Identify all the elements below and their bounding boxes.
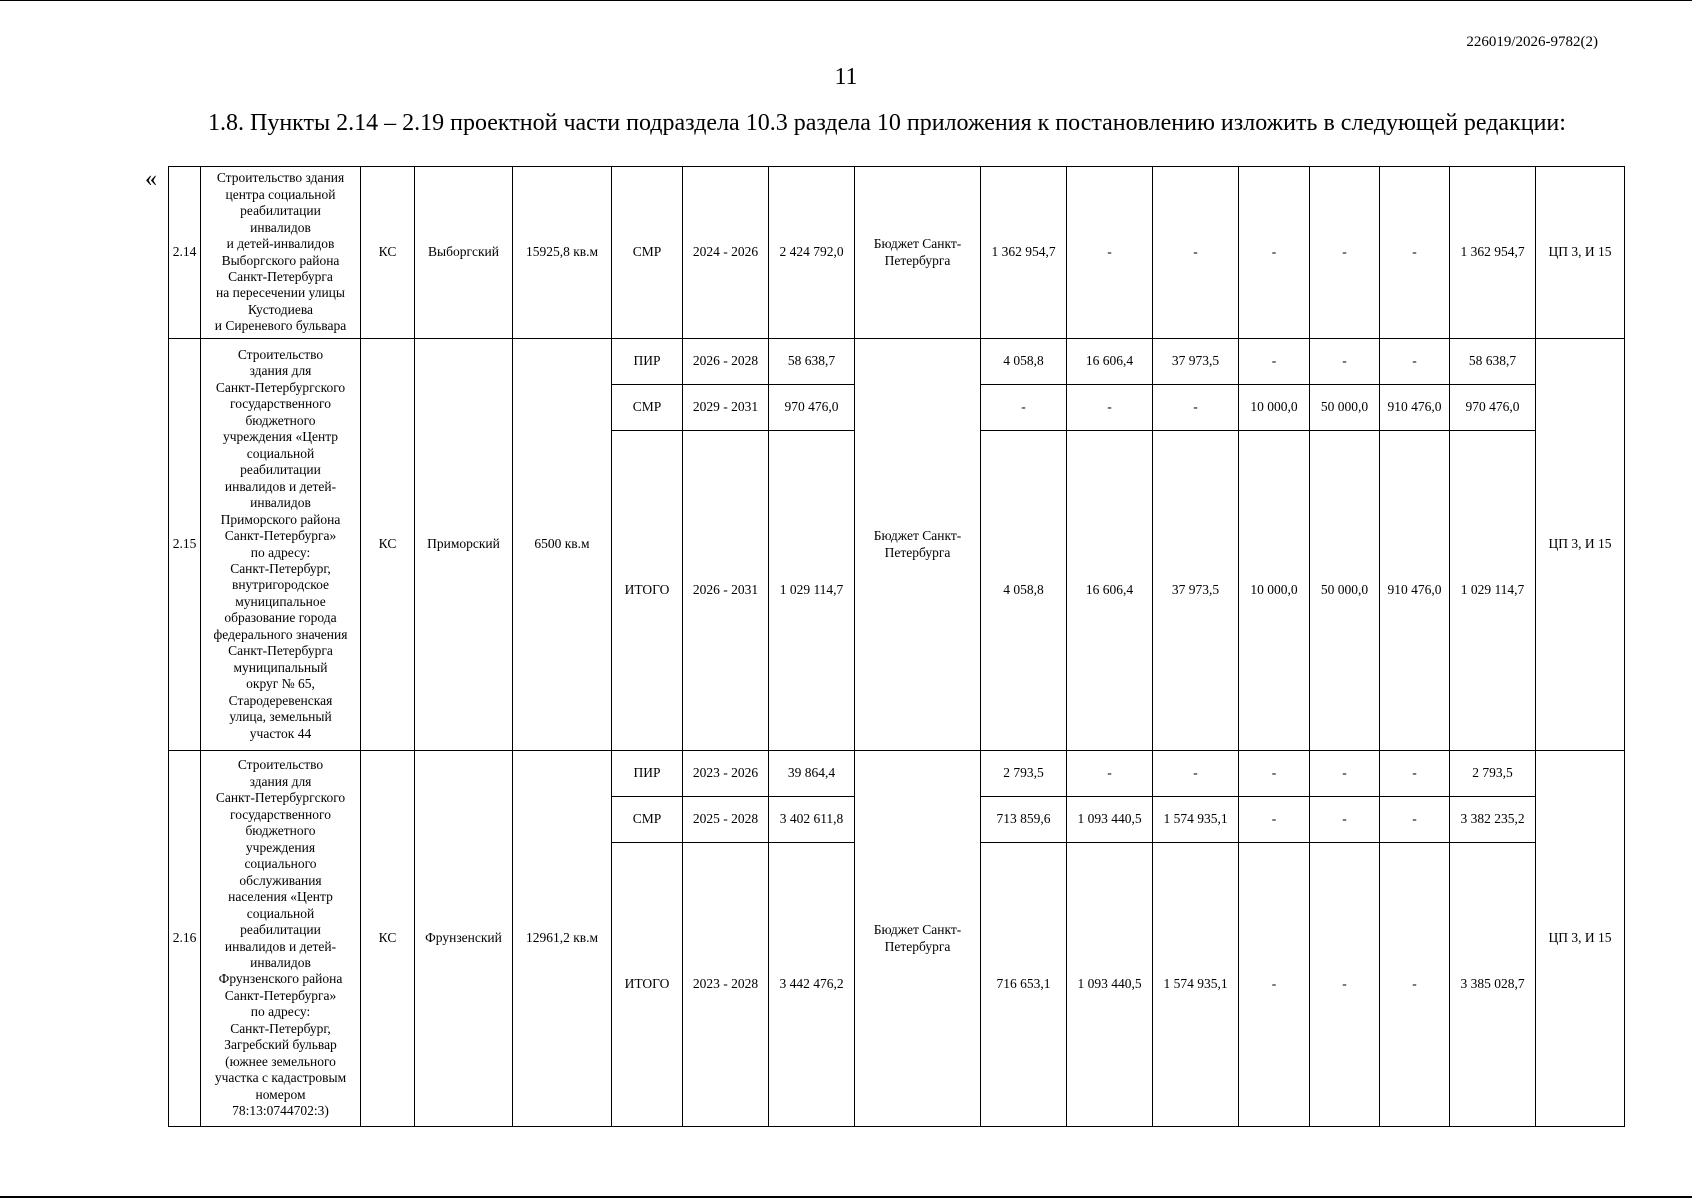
year-value: 1 093 440,5: [1067, 797, 1153, 843]
year-value: -: [1310, 843, 1380, 1127]
work-stage: ИТОГО: [612, 843, 683, 1127]
year-value: 50 000,0: [1310, 431, 1380, 751]
object-name: Строительство здания центра социальной реабилитации инвалидов и детей-инвалидов Выборгского района Санкт-Петербурга на пересечении улицы Кустодиева и Сиреневого бульвара: [201, 167, 361, 339]
bottom-edge-rule: [0, 1196, 1692, 1198]
year-value: 16 606,4: [1067, 431, 1153, 751]
year-value: -: [1239, 751, 1310, 797]
period-sum: 1 362 954,7: [1450, 167, 1536, 339]
total-cost: 3 442 476,2: [769, 843, 855, 1127]
work-stage: ПИР: [612, 339, 683, 385]
object-type: КС: [361, 339, 415, 751]
work-period: 2026 - 2028: [683, 339, 769, 385]
work-period: 2023 - 2028: [683, 843, 769, 1127]
year-value: 10 000,0: [1239, 431, 1310, 751]
year-value: -: [1239, 167, 1310, 339]
top-edge-rule: [0, 0, 1692, 1]
year-value: -: [1239, 339, 1310, 385]
year-value: -: [1239, 797, 1310, 843]
capacity: 6500 кв.м: [513, 339, 612, 751]
year-value: 1 093 440,5: [1067, 843, 1153, 1127]
period-sum: 3 382 235,2: [1450, 797, 1536, 843]
year-value: 713 859,6: [981, 797, 1067, 843]
construction-program-table: [168, 166, 1625, 1127]
object-type: КС: [361, 751, 415, 1127]
work-stage: СМР: [612, 385, 683, 431]
year-value: -: [1310, 751, 1380, 797]
district: Приморский: [415, 339, 513, 751]
total-cost: 970 476,0: [769, 385, 855, 431]
year-value: 37 973,5: [1153, 431, 1239, 751]
year-value: 50 000,0: [1310, 385, 1380, 431]
year-value: -: [1153, 751, 1239, 797]
year-value: 4 058,8: [981, 431, 1067, 751]
object-type: КС: [361, 167, 415, 339]
program-code: ЦП 3, И 15: [1536, 167, 1625, 339]
district: Выборгский: [415, 167, 513, 339]
period-sum: 3 385 028,7: [1450, 843, 1536, 1127]
year-value: 716 653,1: [981, 843, 1067, 1127]
total-cost: 39 864,4: [769, 751, 855, 797]
year-value: -: [1239, 843, 1310, 1127]
work-stage: ПИР: [612, 751, 683, 797]
capacity: 15925,8 кв.м: [513, 167, 612, 339]
document-id: 226019/2026-9782(2): [1466, 34, 1598, 50]
year-value: 1 574 935,1: [1153, 843, 1239, 1127]
year-value: -: [1067, 167, 1153, 339]
table-row: [169, 339, 1625, 385]
opening-quote-mark: «: [145, 166, 157, 192]
period-sum: 2 793,5: [1450, 751, 1536, 797]
funding-source: Бюджет Санкт-Петербурга: [855, 167, 981, 339]
year-value: -: [1380, 751, 1450, 797]
work-stage: СМР: [612, 797, 683, 843]
item-number: 2.15: [169, 339, 201, 751]
year-value: 910 476,0: [1380, 385, 1450, 431]
year-value: 1 574 935,1: [1153, 797, 1239, 843]
object-name: Строительство здания для Санкт-Петербургского государственного бюджетного учреждения социального обслуживания населения «Центр социальной реабилитации инвалидов и детей- инвалидов Фрунзенского района Санкт-Петербурга» по адресу: Санкт-Петербург, Загребский бульвар (южнее земельного участка с кадастровым номером 78:13:0744702:3): [201, 751, 361, 1127]
funding-source: Бюджет Санкт-Петербурга: [855, 751, 981, 1127]
year-value: 910 476,0: [1380, 431, 1450, 751]
year-value: 1 362 954,7: [981, 167, 1067, 339]
total-cost: 2 424 792,0: [769, 167, 855, 339]
year-value: 37 973,5: [1153, 339, 1239, 385]
year-value: -: [981, 385, 1067, 431]
period-sum: 58 638,7: [1450, 339, 1536, 385]
year-value: 16 606,4: [1067, 339, 1153, 385]
total-cost: 3 402 611,8: [769, 797, 855, 843]
period-sum: 970 476,0: [1450, 385, 1536, 431]
item-number: 2.16: [169, 751, 201, 1127]
year-value: -: [1067, 385, 1153, 431]
table-row: [169, 167, 1625, 339]
work-period: 2025 - 2028: [683, 797, 769, 843]
year-value: -: [1380, 843, 1450, 1127]
year-value: -: [1380, 167, 1450, 339]
work-period: 2023 - 2026: [683, 751, 769, 797]
work-period: 2029 - 2031: [683, 385, 769, 431]
year-value: -: [1310, 797, 1380, 843]
year-value: -: [1380, 797, 1450, 843]
object-name: Строительство здания для Санкт-Петербургского государственного бюджетного учреждения «Центр социальной реабилитации инвалидов и детей- инвалидов Приморского района Санкт-Петербурга» по адресу: Санкт-Петербург, внутригородское муниципальное образование города федерального значения Санкт-Петербурга муниципальный округ № 65, Стародеревенская улица, земельный участок 44: [201, 339, 361, 751]
work-stage: СМР: [612, 167, 683, 339]
funding-source: Бюджет Санкт-Петербурга: [855, 339, 981, 751]
district: Фрунзенский: [415, 751, 513, 1127]
total-cost: 58 638,7: [769, 339, 855, 385]
total-cost: 1 029 114,7: [769, 431, 855, 751]
work-stage: ИТОГО: [612, 431, 683, 751]
year-value: -: [1310, 167, 1380, 339]
year-value: -: [1153, 167, 1239, 339]
item-number: 2.14: [169, 167, 201, 339]
page-number: 11: [834, 64, 858, 90]
year-value: -: [1067, 751, 1153, 797]
program-code: ЦП 3, И 15: [1536, 339, 1625, 751]
year-value: -: [1310, 339, 1380, 385]
year-value: -: [1380, 339, 1450, 385]
work-period: 2024 - 2026: [683, 167, 769, 339]
year-value: 10 000,0: [1239, 385, 1310, 431]
work-period: 2026 - 2031: [683, 431, 769, 751]
period-sum: 1 029 114,7: [1450, 431, 1536, 751]
year-value: 4 058,8: [981, 339, 1067, 385]
capacity: 12961,2 кв.м: [513, 751, 612, 1127]
table-row: [169, 751, 1625, 797]
program-code: ЦП 3, И 15: [1536, 751, 1625, 1127]
amendment-heading: 1.8. Пункты 2.14 – 2.19 проектной части подраздела 10.3 раздела 10 приложения к постановлению изложить в следующей редакции:: [208, 110, 1566, 136]
year-value: 2 793,5: [981, 751, 1067, 797]
year-value: -: [1153, 385, 1239, 431]
